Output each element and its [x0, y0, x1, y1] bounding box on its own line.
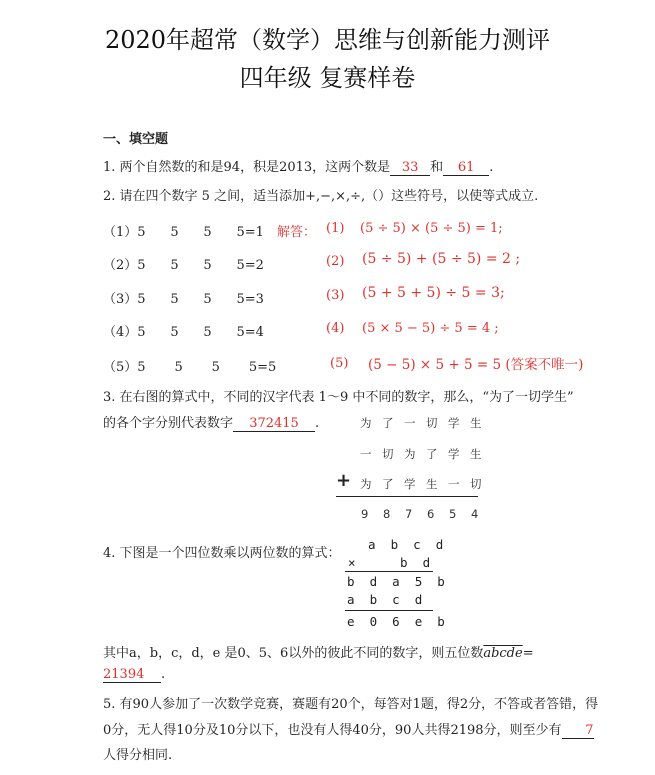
q2-row-num: （5） — [103, 360, 138, 375]
mult-row-3: b d a 5 b — [347, 574, 445, 589]
q4-overline-number: abcde — [483, 646, 523, 661]
puzzle-sum-line — [336, 496, 478, 497]
puzzle-cell: 切 — [426, 416, 438, 430]
mult-row-4: a b c d — [347, 592, 423, 607]
q2-solution: (5 + 5 + 5) ÷ 5 = 3; — [362, 285, 505, 301]
question-5-line-3: 人得分相同. — [103, 748, 173, 763]
q4-answer: 21394 — [103, 667, 161, 683]
q4-text — [103, 642, 534, 661]
question-4: 4. 下图是一个四位数乘以两位数的算式： — [103, 546, 341, 561]
q2-row-expr: 5 5 5 5=2 — [137, 258, 264, 273]
q2-solution: (5 ÷ 5) + (5 ÷ 5) = 2 ; — [362, 251, 521, 267]
puzzle-cell: 7 — [405, 507, 413, 521]
puzzle-cell: 一 — [448, 477, 460, 491]
q4-answer-line — [103, 667, 165, 683]
title-line-2: 四年级 复赛样卷 — [239, 64, 416, 92]
q2-row-expr: 5 5 5 5=4 — [137, 325, 264, 340]
mult-line-2 — [345, 610, 433, 611]
q4-equals: = — [522, 646, 534, 661]
q3-end: . — [315, 416, 320, 431]
section-heading: 一、填空题 — [103, 132, 169, 147]
q2-sol-tag: (2) — [326, 254, 345, 269]
q1-answer-2: 61 — [443, 160, 489, 176]
q1-and: 和 — [430, 160, 444, 175]
puzzle-cell: 生 — [470, 416, 482, 430]
times-sign: × — [348, 555, 356, 570]
q5-answer: 7 — [562, 723, 594, 739]
q2-row-4 — [103, 321, 264, 340]
q3-answer: 372415 — [233, 416, 315, 432]
q4-end: . — [161, 667, 166, 682]
q2-row-num: （2） — [103, 258, 138, 273]
puzzle-cell: 生 — [426, 477, 438, 491]
puzzle-cell: 为 — [404, 447, 416, 461]
question-3: 3. 在右图的算式中，不同的汉字代表 1～9 中不同的数字，那么，“为了一切学生” — [103, 390, 574, 405]
q2-solution: (5 ÷ 5) × (5 ÷ 5) = 1; — [360, 221, 503, 236]
q2-sol-tag: (5) — [330, 356, 349, 371]
puzzle-cell: 为 — [360, 416, 372, 430]
puzzle-cell: 了 — [426, 447, 438, 461]
q2-row-5 — [103, 356, 276, 375]
mult-row-5: e 0 6 e b — [347, 614, 445, 629]
puzzle-cell: 一 — [404, 416, 416, 430]
mult-line-1 — [345, 571, 433, 572]
puzzle-cell: 生 — [470, 447, 482, 461]
q2-sol-tag: (4) — [326, 321, 345, 336]
puzzle-cell: 切 — [470, 477, 482, 491]
question-5: 5. 有90人参加了一次数学竞赛，赛题有20个，每答对1题，得2分，不答或者答错，得 — [103, 697, 599, 712]
q2-row-num: （1） — [103, 225, 138, 240]
q2-row-3 — [103, 288, 264, 307]
q1-answer-1: 33 — [390, 160, 430, 176]
puzzle-cell: 学 — [448, 447, 460, 461]
question-1 — [103, 156, 493, 176]
puzzle-cell: 6 — [427, 507, 435, 521]
q2-sol-tag: (3) — [326, 288, 345, 303]
puzzle-cell: 5 — [449, 507, 457, 521]
q3-text: 的各个字分别代表数字 — [103, 416, 234, 431]
puzzle-cell: 一 — [360, 447, 372, 461]
q2-row-num: （3） — [103, 292, 138, 307]
puzzle-cell: 为 — [360, 477, 372, 491]
q2-solution: (5 − 5) × 5 + 5 = 5 (答案不唯一) — [368, 357, 584, 373]
q2-row-1 — [103, 221, 264, 240]
puzzle-cell: 了 — [382, 416, 394, 430]
puzzle-cell: 学 — [404, 477, 416, 491]
q2-row-2 — [103, 254, 264, 273]
q2-solution: (5 × 5 − 5) ÷ 5 = 4 ; — [362, 321, 499, 336]
q5-text: 0分，无人得10分及10分以下，也没有人得40分，90人共得2198分，则至少有 — [103, 723, 562, 738]
plus-sign: + — [336, 470, 352, 491]
puzzle-cell: 4 — [471, 507, 479, 521]
q2-answer-label: 解答： — [277, 225, 317, 240]
mult-row-2: b d — [400, 555, 431, 570]
puzzle-cell: 学 — [448, 416, 460, 430]
puzzle-cell: 9 — [361, 507, 369, 521]
q2-row-num: （4） — [103, 325, 138, 340]
puzzle-cell: 了 — [382, 477, 394, 491]
q4-statement: 其中a，b，c，d，e 是0、5、6以外的彼此不同的数字，则五位数 — [103, 646, 484, 661]
mult-row-1: a b c d — [368, 537, 444, 552]
puzzle-cell: 切 — [382, 447, 394, 461]
q2-row-expr: 5 5 5 5=3 — [137, 292, 264, 307]
q1-text: 1. 两个自然数的和是94，积是2013，这两个数是 — [103, 160, 391, 175]
question-5-line-2 — [103, 719, 594, 739]
question-3-line-2 — [103, 412, 319, 432]
q2-sol-tag: (1) — [326, 221, 345, 236]
puzzle-cell: 8 — [383, 507, 391, 521]
question-2: 2. 请在四个数字 5 之间，适当添加+,−,×,÷,（）这些符号，以使等式成立. — [103, 189, 539, 204]
title-line-1: 2020年超常（数学）思维与创新能力测评 — [104, 26, 551, 54]
q2-row-expr: 5 5 5 5=1 — [137, 225, 264, 240]
q1-end: . — [489, 160, 494, 175]
q2-row-expr: 5 5 5 5=5 — [137, 360, 277, 375]
